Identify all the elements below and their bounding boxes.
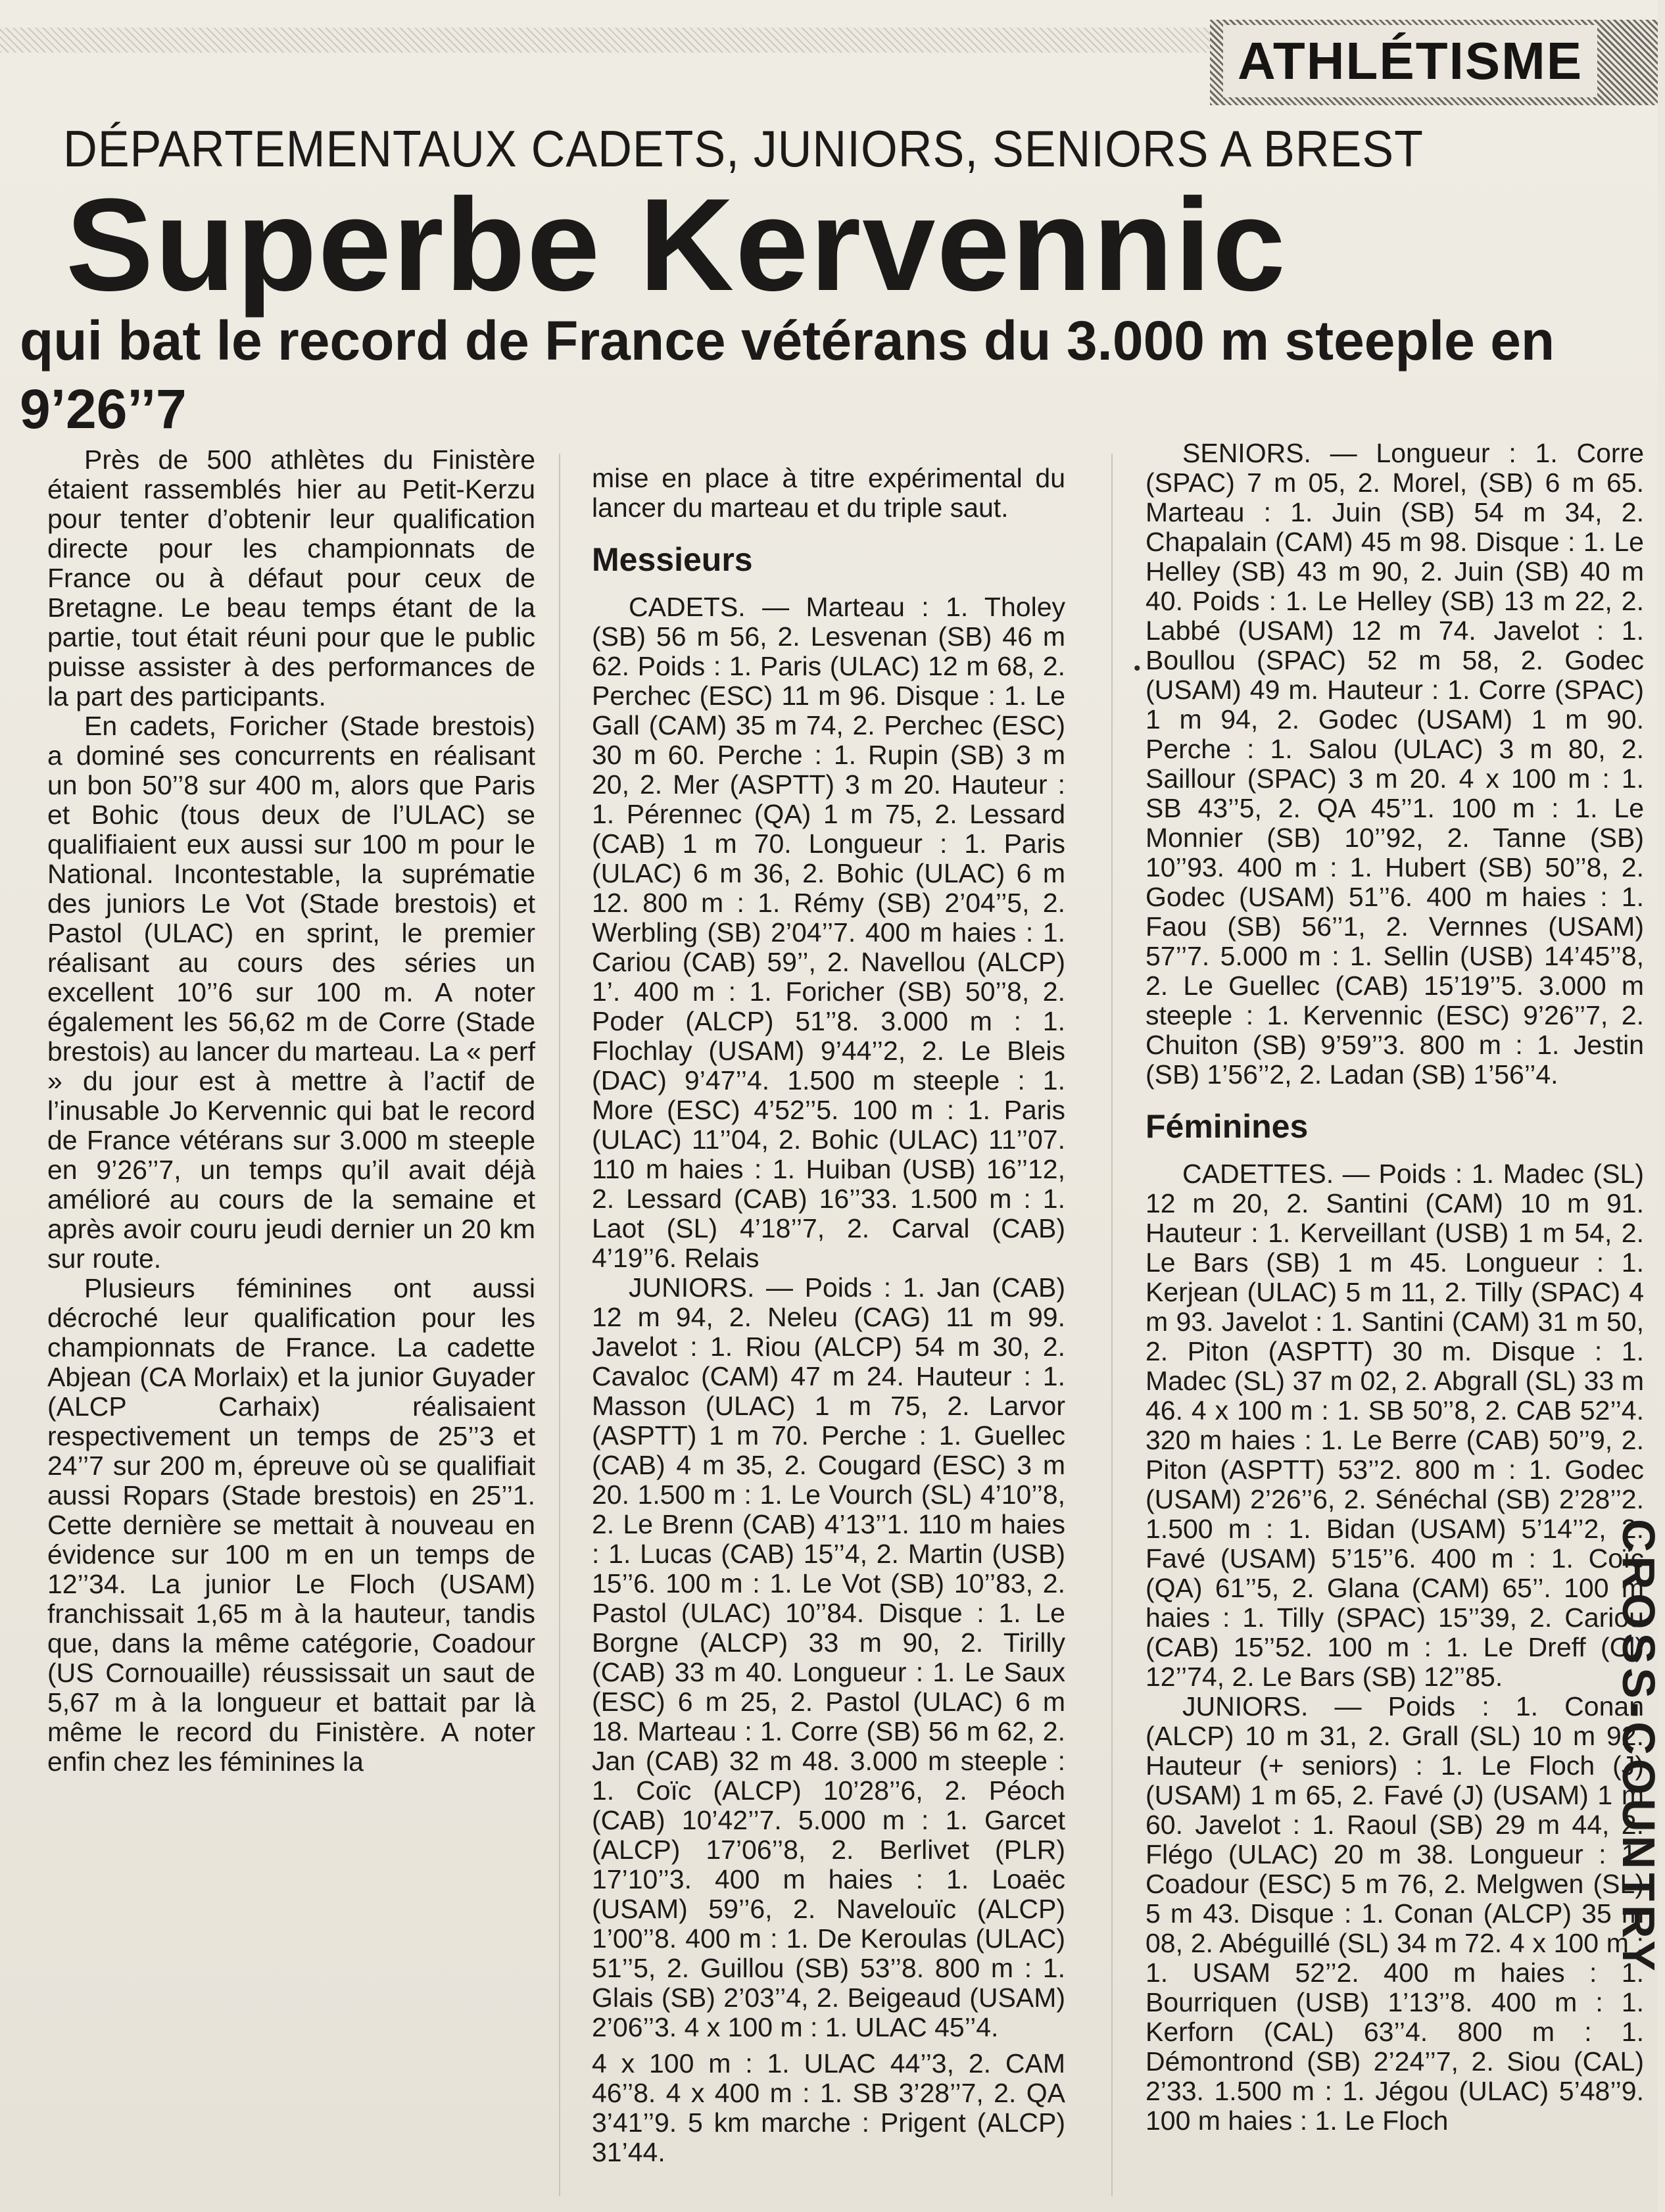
results-juniors-feminines: JUNIORS. — Poids : 1. Conan (ALCP) 10 m 31, 2. Grall (SL) 10 m 92. Hauteur (+ seniors) : 1. Le Floch (J) (USAM) 1 m 65, 2. Favé (J) (USAM) 1 m 60. Javelot : 1. Raoul (SB) 29 m 44, 2. Flégo (ULAC) 20 m 38. Longueur : 1. Coadour (ESC) 5 m 76, 2. Melgwen (SL) 5 m 43. Disque : 1. Conan (ALCP) 35 m 08, 2. Abéguillé (SL) 34 m 72. 4 x 100 m : 1. USAM 52’’2. 400 m haies : 1. Bourriquen (USB) 1’13’’8. 400 m : 1. Kerforn (CAL) 63’’4. 800 m : 1. Démontrond (SB) 2’24’’7, 2. Siou (CAL) 2’33. 1.500 m : 1. Jégou (ULAC) 5’48’’9. 100 m haies : 1. Le Floch — [1146, 1691, 1644, 2136]
results-seniors: SENIORS. — Longueur : 1. Corre (SPAC) 7 m 05, 2. Morel, (SB) 6 m 65. Marteau : 1. Juin (SB) 54 m 34, 2. Chapalain (CAM) 45 m 98. Disque : 1. Le Helley (SB) 43 m 90, 2. Juin (SB) 40 m 40. Poids : 1. Le Helley (SB) 13 m 22, 2. Labbé (USAM) 12 m 74. Javelot : 1. Boullou (SPAC) 52 m 58, 2. Godec (USAM) 49 m. Hauteur : 1. Corre (SPAC) 1 m 94, 2. Godec (USAM) 1 m 90. Perche : 1. Salou (ULAC) 3 m 80, 2. Saillour (SPAC) 3 m 20. 4 x 100 m : 1. SB 43’’5, 2. QA 45’’1. 100 m : 1. Le Monnier (SB) 10’’92, 2. Tanne (SB) 10’’93. 400 m : 1. Hubert (SB) 50’’8, 2. Godec (USAM) 51’’6. 400 m haies : 1. Faou (SB) 56’’1, 2. Vernnes (USAM) 57’’7. 5.000 m : 1. Sellin (USB) 14’45’’8, 2. Le Guellec (CAB) 15’19’’5. 3.000 m steeple : 1. Kervennic (ESC) 9’26’’7, 2. Chuiton (SB) 9’59’’3. 800 m : 1. Jestin (SB) 1’56’’2, 2. Ladan (SB) 1’56’’4. — [1146, 438, 1644, 1090]
paragraph: En cadets, Foricher (Stade brestois) a dominé ses concurrents en réalisant un bon 50’’8 sur 400 m, alors que Paris et Bohic (tous deux de l’ULAC) se qualifiaient eux aussi sur 100 m pour le National. Incontestable, la suprématie des juniors Le Vot (Stade brestois) et Pastol (ULAC) en sprint, le premier réalisant au cours des séries un excellent 10’’6 sur 100 m. A noter également les 56,62 m de Corre (Stade brestois) au lancer du marteau. La « perf » du jour est à mettre à l’actif de l’inusable Jo Kervennic qui bat le record de France vétérans sur 3.000 m steeple en 9’26’’7, un temps qu’il avait déjà amélioré au cours de la semaine et après avoir couru jeudi dernier un 20 km sur route. — [47, 711, 535, 1274]
article-column-1 — [47, 445, 535, 1777]
headline: Superbe Kervennic — [66, 172, 1287, 318]
top-hatch-band — [0, 28, 1210, 53]
section-rubric: ATHLÉTISME — [1223, 25, 1597, 97]
column-divider — [1111, 454, 1113, 2196]
results-juniors: JUNIORS. — Poids : 1. Jan (CAB) 12 m 94, 2. Neleu (CAG) 11 m 99. Javelot : 1. Riou (ALCP) 54 m 30, 2. Cavaloc (CAM) 47 m 24. Hauteur : 1. Masson (ULAC) 1 m 75, 2. Larvor (ASPTT) 1 m 70. Perche : 1. Guellec (CAB) 4 m 35, 2. Cougard (ESC) 3 m 20. 1.500 m : 1. Le Vourch (SL) 4’10’’8, 2. Le Brenn (CAB) 4’13’’1. 110 m haies : 1. Lucas (CAB) 15’’4, 2. Martin (USB) 15’’6. 100 m : 1. Le Vot (SB) 10’’83, 2. Pastol (ULAC) 10’’84. Disque : 1. Le Borgne (ALCP) 33 m 90, 2. Tirilly (CAB) 33 m 40. Longueur : 1. Le Saux (ESC) 6 m 25, 2. Pastol (ULAC) 6 m 18. Marteau : 1. Corre (SB) 56 m 62, 2. Jan (CAB) 32 m 48. 3.000 m steeple : 1. Coïc (ALCP) 10’28’’6, 2. Péoch (CAB) 10’42’’7. 5.000 m : 1. Garcet (ALCP) 17’06’’8, 2. Berlivet (PLR) 17’10’’3. 400 m haies : 1. Loaëc (USAM) 59’’6, 2. Navelouïc (ALCP) 1’00’’8. 400 m : 1. De Keroulas (ULAC) 51’’5, 2. Guillou (SB) 53’’8. 800 m : 1. Glais (SB) 2’03’’4, 2. Beigeaud (USAM) 2’06’’3. 4 x 100 m : 1. ULAC 45’’4. — [592, 1272, 1065, 2042]
paragraph: Près de 500 athlètes du Finistère étaient rassemblés hier au Petit-Kerzu pour tenter d’obtenir leur qualification directe pour les championnats de France ou à défaut pour ceux de Bretagne. Le beau temps étant de la partie, tout était réuni pour que le public puisse assister à des performances de la part des participants. — [47, 445, 535, 711]
subheadline: qui bat le record de France vétérans du 3.000 m steeple en 9’26’’7 — [20, 310, 1555, 440]
kicker: DÉPARTEMENTAUX CADETS, JUNIORS, SENIORS A BREST — [63, 120, 1424, 178]
paragraph: Plusieurs féminines ont aussi décroché leur qualification pour les championnats de France. La cadette Abjean (CA Morlaix) et la junior Guyader (ALCP Carhaix) réalisaient respectivement un temps de 25’’3 et 24’’7 sur 200 m, épreuve où se qualifiait aussi Ropars (Stade brestois) en 25’’1. Cette dernière se mettait à nouveau en évidence sur 100 m en un temps de 12’’34. La junior Le Floch (USAM) franchissait 1,65 m à la hauteur, tandis que, dans la même catégorie, Coadour (US Cornouaille) réussissait un saut de 5,67 m à la longueur et battait par là même le record du Finistère. A noter enfin chez les féminines la — [47, 1273, 535, 1777]
bullet-icon: • — [1134, 658, 1141, 679]
article-column-3 — [1146, 439, 1644, 2136]
side-banner — [1612, 1519, 1664, 2212]
section-heading-messieurs: Messieurs — [592, 541, 753, 578]
side-banner-text: CROSS-COUNTRY — [1613, 1519, 1664, 1975]
article-column-2 — [592, 464, 1065, 2167]
column-divider — [559, 454, 560, 2196]
results-cadettes: CADETTES. — Poids : 1. Madec (SL) 12 m 20, 2. Santini (CAM) 10 m 91. Hauteur : 1. Kerveillant (USB) 1 m 54, 2. Le Bars (SB) 1 m 45. Longueur : 1. Kerjean (ULAC) 5 m 11, 2. Tilly (SPAC) 4 m 93. Javelot : 1. Santini (CAM) 31 m 50, 2. Piton (ASPTT) 30 m. Disque : 1. Madec (SL) 37 m 02, 2. Abgrall (SL) 33 m 46. 4 x 100 m : 1. SB 50’’8, 2. CAB 52’’4. 320 m haies : 1. Le Berre (CAB) 50’’9, 2. Piton (ASPTT) 53’’2. 800 m : 1. Godec (USAM) 2’26’’6, 2. Sénéchal (SB) 2’28’’2. 1.500 m : 1. Bidan (USAM) 5’14’’2, 2. Favé (USAM) 5’15’’6. 400 m : 1. Coïc (QA) 61’’5, 2. Glana (CAM) 65’’. 100 m haies : 1. Tilly (SPAC) 15’’39, 2. Cariou (CAB) 15’’52. 100 m : 1. Le Dreff (Cl) 12’’74, 2. Le Bars (SB) 12’’85. — [1146, 1159, 1644, 1692]
results-relays: 4 x 100 m : 1. ULAC 44’’3, 2. CAM 46’’8. 4 x 400 m : 1. SB 3’28’’7, 2. QA 3’41’’9. 5 km marche : Prigent (ALCP) 31’44. — [592, 2048, 1065, 2167]
paragraph: mise en place à titre expérimental du lancer du marteau et du triple saut. — [592, 463, 1065, 523]
section-heading-feminines: Féminines — [1146, 1108, 1309, 1145]
results-cadets: CADETS. — Marteau : 1. Tholey (SB) 56 m 56, 2. Lesvenan (SB) 46 m 62. Poids : 1. Paris (ULAC) 12 m 68, 2. Perchec (ESC) 11 m 96. Disque : 1. Le Gall (CAM) 35 m 74, 2. Perchec (ESC) 30 m 60. Perche : 1. Rupin (SB) 3 m 20, 2. Mer (ASPTT) 3 m 20. Hauteur : 1. Pérennec (QA) 1 m 75, 2. Lessard (CAB) 1 m 70. Longueur : 1. Paris (ULAC) 6 m 36, 2. Bohic (ULAC) 6 m 12. 800 m : 1. Rémy (SB) 2’04’’5, 2. Werbling (SB) 2’04’’7. 400 m haies : 1. Cariou (CAB) 59’’, 2. Navellou (ALCP) 1’. 400 m : 1. Foricher (SB) 50’’8, 2. Poder (ALCP) 51’’8. 3.000 m : 1. Flochlay (USAM) 9’44’’2, 2. Le Bleis (DAC) 9’47’’4. 1.500 m steeple : 1. More (ESC) 4’52’’5. 100 m : 1. Paris (ULAC) 11’’04, 2. Bohic (ULAC) 11’’07. 110 m haies : 1. Huiban (USB) 16’’12, 2. Lessard (CAB) 16’’33. 1.500 m : 1. Laot (SL) 4’18’’7, 2. Carval (CAB) 4’19’’6. Relais — [592, 592, 1065, 1273]
